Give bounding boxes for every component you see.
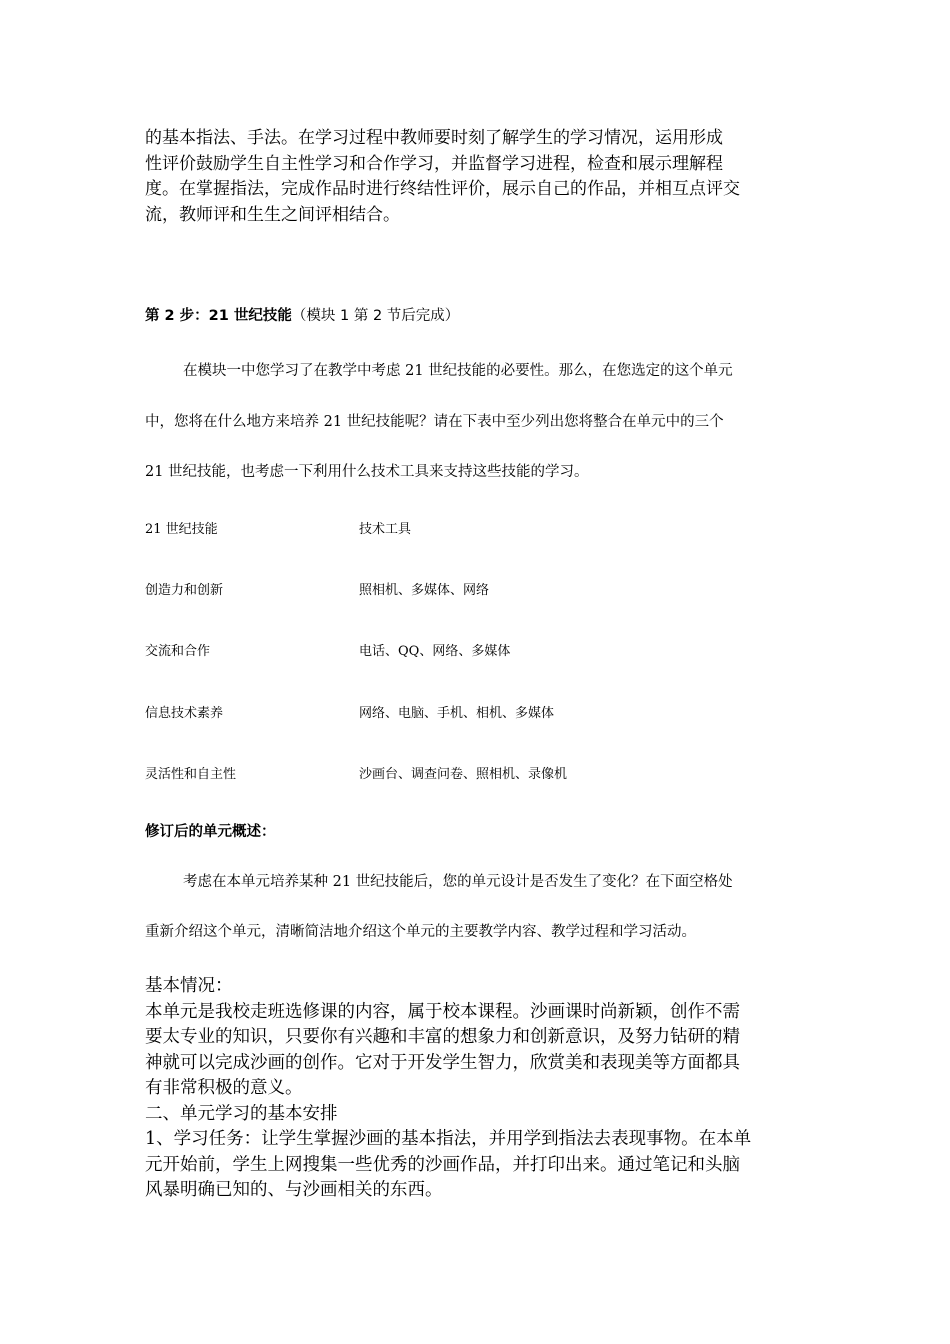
paragraph-line: 度。在掌握指法，完成作品时进行终结性评价，展示自己的作品，并相互点评交 [145,179,740,199]
overview-line: 要太专业的知识，只要你有兴趣和丰富的想象力和创新意识，及努力钻研的精 [145,1027,740,1047]
table-row [145,579,810,599]
step2-intro-line: 在模块一中您学习了在教学中考虑 21 世纪技能的必要性。那么，在您选定的这个单元 [183,363,733,379]
overview-line: 有非常积极的意义。 [145,1078,303,1098]
unit-overview-body [145,974,810,1204]
table-row [145,763,810,783]
table-header-row [145,518,810,538]
table-cell-skill: 信息技术素养 [145,706,224,721]
overview-line: 风暴明确已知的、与沙画相关的东西。 [145,1180,443,1200]
evaluation-paragraph [145,126,810,228]
paragraph-line: 流，教师评和生生之间评相结合。 [145,204,400,225]
step2-intro-line: 中，您将在什么地方来培养 21 世纪技能呢？请在下表中至少列出您将整合在单元中的三个 [145,414,724,430]
overview-line: 1、学习任务：让学生掌握沙画的基本指法，并用学到指法去表现事物。在本单 [145,1129,752,1149]
table-cell-skill: 交流和合作 [145,644,211,659]
paragraph-line: 的基本指法、手法。在学习过程中教师要时刻了解学生的学习情况，运用形成 [145,128,723,148]
table-cell-skill: 创造力和创新 [145,583,224,598]
table-cell-tools: 电话、QQ、网络、多媒体 [359,644,511,659]
revised-intro-line: 重新介绍这个单元，清晰简洁地介绍这个单元的主要教学内容、教学过程和学习活动。 [145,924,696,940]
table-cell-tools: 照相机、多媒体、网络 [359,583,490,598]
step2-intro-line: 21 世纪技能，也考虑一下利用什么技术工具来支持这些技能的学习。 [145,464,589,480]
table-cell-tools: 沙画台、调查问卷、照相机、录像机 [359,767,568,782]
table-header-skill: 21 世纪技能 [145,522,218,537]
overview-line: 本单元是我校走班选修课的内容，属于校本课程。沙画课时尚新颖，创作不需 [145,1001,740,1022]
revised-intro-line: 考虑在本单元培养某种 21 世纪技能后，您的单元设计是否发生了变化？在下面空格处 [183,874,733,890]
table-header-tools: 技术工具 [359,522,412,537]
overview-heading: 基本情况： [145,976,233,996]
table-cell-tools: 网络、电脑、手机、相机、多媒体 [359,706,555,721]
overview-subheading: 二、单元学习的基本安排 [145,1103,338,1124]
step2-title: 第 2 步：21 世纪技能 [145,308,292,324]
table-cell-skill: 灵活性和自主性 [145,767,237,782]
paragraph-line: 性评价鼓励学生自主性学习和合作学习，并监督学习进程，检查和展示理解程 [145,153,723,174]
step2-heading [145,304,459,325]
revised-overview-title: 修订后的单元概述： [145,824,276,840]
step2-subtitle: （模块 1 第 2 节后完成） [291,308,460,324]
overview-line: 神就可以完成沙画的创作。它对于开发学生智力，欣赏美和表现美等方面都具 [145,1052,740,1073]
overview-line: 元开始前，学生上网搜集一些优秀的沙画作品，并打印出来。通过笔记和头脑 [145,1154,740,1175]
table-row [145,702,810,722]
table-row [145,640,810,660]
